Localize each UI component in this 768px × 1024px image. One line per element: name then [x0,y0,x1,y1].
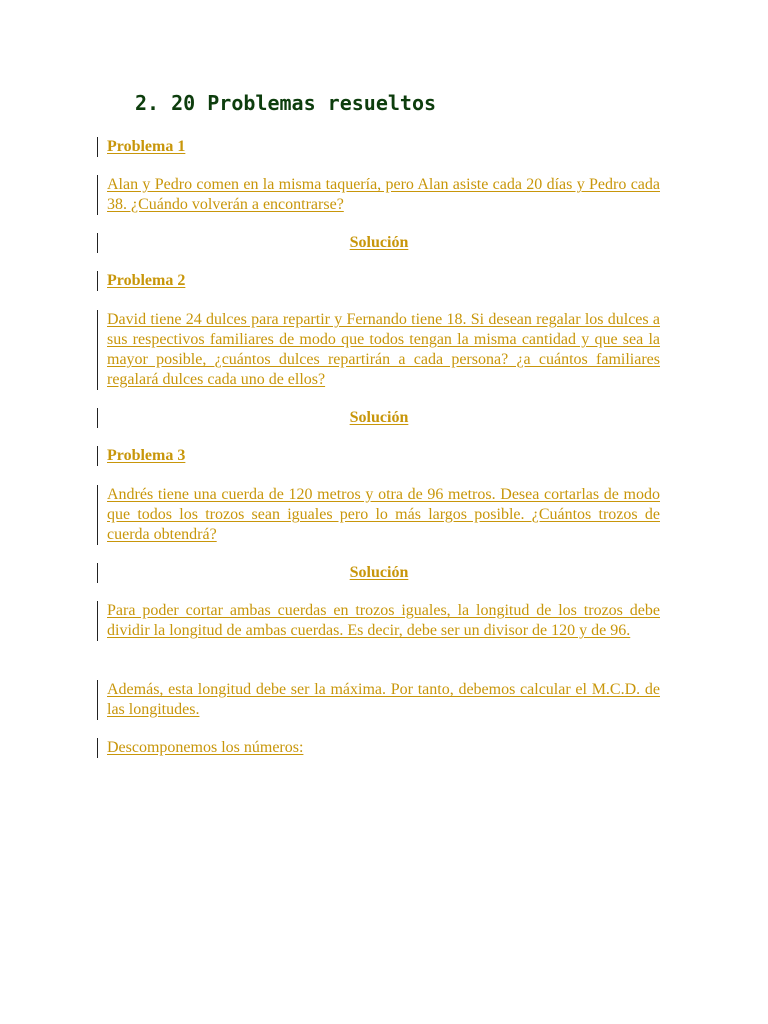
solution-3-text-1[interactable]: Para poder cortar ambas cuerdas en trozos iguales, la longitud de los trozos debe dividir la longitud de ambas cuerdas. Es decir, debe ser un divisor de 120 y de 96. [97,601,660,641]
solution-3-link[interactable]: Solución [97,563,660,583]
solution-1-link[interactable]: Solución [97,233,660,253]
problem-2-text[interactable]: David tiene 24 dulces para repartir y Fernando tiene 18. Si desean regalar los dulces a sus respectivos familiares de modo que todos tengan la misma cantidad y que sea la mayor posible, ¿cuántos dulces repartirán a cada persona? ¿a cuántos familiares regalará dulces cada uno de ellos? [97,310,660,390]
problem-1-text[interactable]: Alan y Pedro comen en la misma taquería, pero Alan asiste cada 20 días y Pedro cada 38. ¿Cuándo volverán a encontrarse? [97,175,660,215]
solution-3-text-3[interactable]: Descomponemos los números: [97,738,660,758]
section-heading: 2. 20 Problemas resueltos [135,91,437,115]
problem-3-text[interactable]: Andrés tiene una cuerda de 120 metros y otra de 96 metros. Desea cortarlas de modo que todos los trozos sean iguales pero lo más largos posible. ¿Cuántos trozos de cuerda obtendrá? [97,485,660,545]
problem-3-title[interactable]: Problema 3 [97,446,660,466]
problem-2-title[interactable]: Problema 2 [97,271,660,291]
problem-1-title[interactable]: Problema 1 [97,137,660,157]
solution-2-link[interactable]: Solución [97,408,660,428]
solution-3-text-2[interactable]: Además, esta longitud debe ser la máxima. Por tanto, debemos calcular el M.C.D. de las longitudes. [97,680,660,720]
